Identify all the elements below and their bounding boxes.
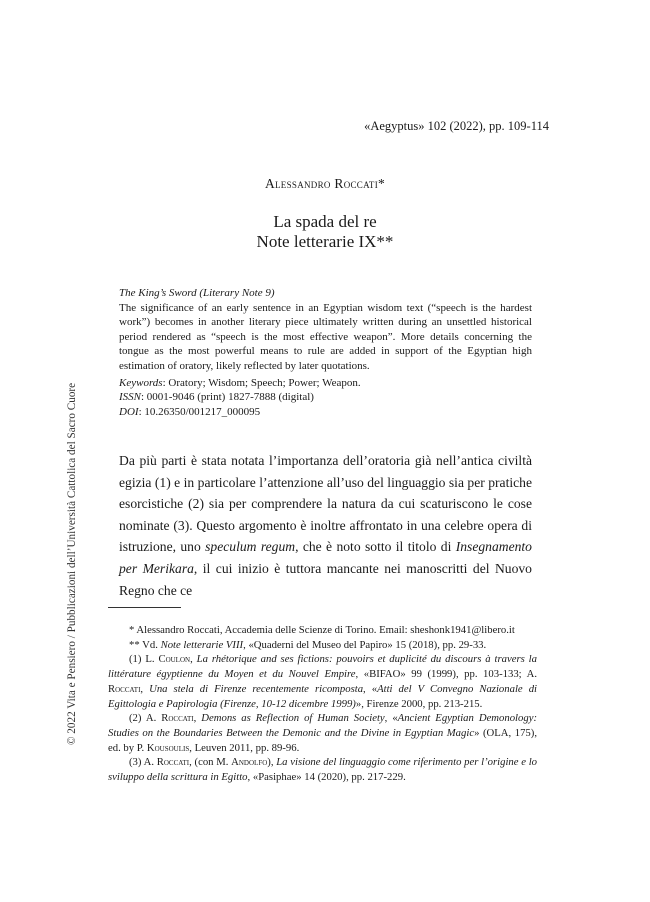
- footnote-divider: [108, 607, 181, 608]
- fn-text: ,: [193, 712, 202, 725]
- fn-text: , «BIFAO» 99 (1999), pp. 103-133; A.: [355, 668, 537, 681]
- fn-text: (2) A.: [129, 712, 162, 725]
- body-text-2: , che è noto sotto il titolo di: [295, 539, 456, 555]
- fn-text: (1) L.: [129, 653, 159, 666]
- issn-line: [119, 390, 361, 404]
- doi-value: : 10.26350/001217_000095: [138, 405, 261, 418]
- fn-text: ,: [140, 682, 150, 695]
- keywords-line: [119, 376, 361, 390]
- fn-author: Roccati: [108, 682, 141, 695]
- footnote-2: [108, 711, 537, 755]
- fn-italic: Ancient Egyptian Demonology: Studies on the Boundaries Between the Demonic and the Divine in Egyptian Magic: [108, 712, 538, 739]
- fn-italic: La rhétorique and ses fictions: pouvoirs et duplicité du discours à travers la littérature égyptienne du Moyen et du Nouvel Empire: [108, 653, 537, 681]
- fn-text: , Leuven 2011, pp. 89-96.: [189, 741, 300, 754]
- fn-text: ,: [190, 653, 197, 666]
- fn-text: , «Quaderni del Museo del Papiro» 15 (2018), pp. 29-33.: [243, 638, 487, 651]
- fn-text: » (OLA, 175), ed. by P.: [108, 726, 537, 754]
- fn-text: », Firenze 2000, pp. 213-215.: [355, 697, 483, 710]
- fn-text: (3) A.: [129, 756, 157, 769]
- footnote-previous-note: [108, 638, 537, 653]
- abstract-text: The significance of an early sentence in an Egyptian wisdom text (“speech is the hardest work”) becomes in another literary piece ultimately written during an unsettled historical period rendered as “speech is the most effective weapon”. More details concerning the tongue as the most powerful means to rule are added in support of the Egyptian high estimation of oratory, likely reflected by later quotations.: [119, 301, 532, 372]
- fn-author: Roccati: [161, 712, 194, 725]
- body-emphasis-2: Insegnamento per Merikara: [119, 539, 532, 576]
- fn-italic: Demons as Reflection of Human Society: [201, 712, 385, 725]
- body-text-1: Da più parti è stata notata l’importanza dell’oratoria già nell’antica civiltà egizia (1) e in particolare l’attenzione all’uso del linguaggio sia per pratiche esorcistiche (2) sia per comprendere la natura da cui scaturiscono le cose nominate (3). Questo argomento è inoltre affrontato in una celebre opera di istruzione, uno: [119, 453, 532, 555]
- fn-text: , «: [363, 682, 378, 695]
- copyright-sidebar: © 2022 Vita e Pensiero / Pubblicazioni dell’Università Cattolica del Sacro Cuore: [66, 382, 78, 745]
- issn-value: : 0001-9046 (print) 1827-7888 (digital): [141, 391, 314, 404]
- fn-author: Kousoulis: [146, 741, 190, 754]
- abstract: [119, 286, 532, 374]
- article-metadata: [119, 376, 361, 419]
- fn-text: , (con M.: [189, 756, 232, 769]
- fn-text: , «: [384, 712, 398, 725]
- footnote-1: [108, 652, 537, 711]
- footnote-author: * Alessandro Roccati, Accademia delle Scienze di Torino. Email: sheshonk1941@libero.it: [129, 624, 515, 636]
- author-name: Alessandro Roccati*: [264, 176, 386, 191]
- journal-reference: «Aegyptus» 102 (2022), pp. 109-114: [364, 119, 549, 133]
- article-title: La spada del re: [273, 212, 377, 231]
- body-emphasis-1: speculum regum: [205, 539, 296, 555]
- body-text-3: , il cui inizio è tuttora mancante nei manoscritti del Nuovo Regno che ce: [119, 560, 532, 598]
- fn-italic: Note letterarie VIII: [160, 638, 244, 651]
- footnote-3: [108, 755, 537, 784]
- keywords-value: : Oratory; Wisdom; Speech; Power; Weapon.: [162, 377, 361, 389]
- fn-author: Coulon: [158, 653, 191, 666]
- fn-italic: Una stela di Firenze recentemente ricomposta: [149, 682, 364, 695]
- fn-italic: La visione del linguaggio come riferimento per l’origine e lo sviluppo della scrittura in Egitto: [108, 756, 538, 784]
- issn-label: ISSN: [119, 391, 141, 404]
- fn-italic: Atti del V Convegno Nazionale di Egittologia e Papirologia (Firenze, 10-12 dicembre 1999): [108, 682, 538, 710]
- article-subtitle: Note letterarie IX**: [256, 232, 394, 251]
- fn-text: , «Pasiphae» 14 (2020), pp. 217-229.: [247, 771, 406, 784]
- abstract-english-title: The King’s Sword (Literary Note 9): [119, 287, 275, 299]
- fn-text: ),: [267, 756, 277, 769]
- doi-label: DOI: [119, 405, 139, 418]
- fn-author: Andolfo: [231, 756, 268, 769]
- body-paragraph: [119, 450, 532, 601]
- keywords-label: Keywords: [119, 377, 163, 389]
- footnotes: [108, 623, 537, 785]
- doi-line: [119, 405, 361, 419]
- fn-text: ** Vd.: [129, 638, 161, 651]
- fn-author: Roccati: [156, 756, 190, 769]
